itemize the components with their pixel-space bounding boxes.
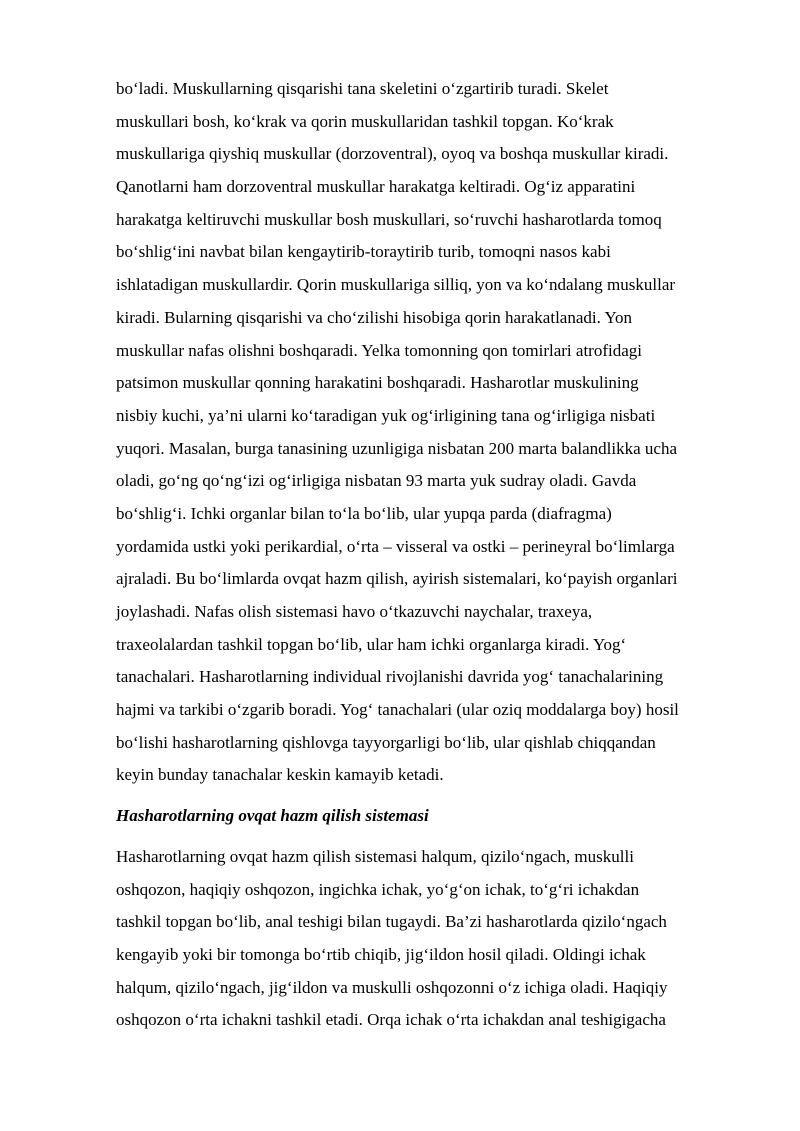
body-paragraph-2: [116, 841, 746, 1037]
text-line: bo‘shlig‘i. Ichki organlar bilan to‘la bo‘lib, ular yupqa parda (diafragma): [116, 503, 612, 523]
text-line: halqum, qizilo‘ngach, jig‘ildon va muskulli oshqozonni o‘z ichiga oladi. Haqiqiy: [116, 977, 668, 997]
text-line: muskullar nafas olishni boshqaradi. Yelka tomonning qon tomirlari atrofidagi: [116, 340, 642, 360]
text-line: bo‘shlig‘ini navbat bilan kengaytirib-toraytirib turib, tomoqni nasos kabi: [116, 242, 611, 262]
text-line: joylashadi. Nafas olish sistemasi havo o‘tkazuvchi naychalar, traxeya,: [116, 602, 593, 621]
text-line: Hasharotlarning ovqat hazm qilish sistemasi halqum, qizilo‘ngach, muskulli: [116, 846, 634, 866]
text-line: bo‘lishi hasharotlarning qishlovga tayyorgarligi bo‘lib, ular qishlab chiqqandan: [116, 732, 656, 752]
text-line: muskullari bosh, ko‘krak va qorin muskullaridan tashkil topgan. Ko‘krak: [116, 111, 614, 131]
section-heading: Hasharotlarning ovqat hazm qilish sistemasi: [116, 806, 429, 826]
text-line: nisbiy kuchi, ya’ni ularni ko‘taradigan yuk og‘irligining tana og‘irligiga nisbati: [116, 405, 656, 425]
text-line: traxeolalardan tashkil topgan bo‘lib, ular ham ichki organlarga kiradi. Yog‘: [116, 634, 627, 654]
text-line: tashkil topgan bo‘lib, anal teshigi bilan tugaydi. Ba’zi hasharotlarda qizilo‘ngach: [116, 912, 667, 932]
text-line: ajraladi. Bu bo‘limlarda ovqat hazm qilish, ayirish sistemalari, ko‘payish organlari: [116, 569, 678, 589]
paragraph-gap: [116, 833, 746, 841]
text-line: patsimon muskullar qonning harakatini boshqaradi. Hasharotlar muskulining: [116, 373, 639, 393]
text-line: kengayib yoki bir tomonga bo‘rtib chiqib, jig‘ildon hosil qiladi. Oldingi ichak: [116, 944, 646, 964]
text-line: yuqori. Masalan, burga tanasining uzunligiga nisbatan 200 marta balandlikka ucha: [116, 438, 678, 458]
text-line: kiradi. Bularning qisqarishi va cho‘zilishi hisobiga qorin harakatlanadi. Yon: [116, 307, 633, 327]
text-line: keyin bunday tanachalar keskin kamayib ketadi.: [116, 765, 444, 785]
text-line: muskullariga qiyshiq muskullar (dorzoventral), oyoq va boshqa muskullar kiradi.: [116, 144, 669, 164]
text-line: oshqozon, haqiqiy oshqozon, ingichka ichak, yo‘g‘on ichak, to‘g‘ri ichakdan: [116, 879, 640, 899]
text-line: yordamida ustki yoki perikardial, o‘rta – visseral va ostki – perineyral bo‘limlarga: [116, 536, 675, 556]
text-line: bo‘ladi. Muskullarning qisqarishi tana skeletini o‘zgartirib turadi. Skelet: [116, 79, 609, 98]
text-line: oshqozon o‘rta ichakni tashkil etadi. Orqa ichak o‘rta ichakdan anal teshigigacha: [116, 1010, 666, 1030]
text-line: tanachalari. Hasharotlarning individual rivojlanishi davrida yog‘ tanachalarining: [116, 667, 664, 687]
text-line: oladi, go‘ng qo‘ng‘izi og‘irligiga nisbatan 93 marta yuk sudray oladi. Gavda: [116, 471, 637, 491]
text-line: ishlatadigan muskullardir. Qorin muskullariga silliq, yon va ko‘ndalang muskullar: [116, 275, 676, 295]
body-paragraph-1: [116, 73, 746, 792]
document-page: [116, 73, 746, 1037]
paragraph-gap: [116, 792, 746, 800]
text-line: harakatga keltiruvchi muskullar bosh muskullari, so‘ruvchi hasharotlarda tomoq: [116, 209, 662, 229]
text-line: Qanotlarni ham dorzoventral muskullar harakatga keltiradi. Og‘iz apparatini: [116, 177, 636, 197]
text-line: hajmi va tarkibi o‘zgarib boradi. Yog‘ tanachalari (ular oziq moddalarga boy) hosil: [116, 700, 679, 720]
